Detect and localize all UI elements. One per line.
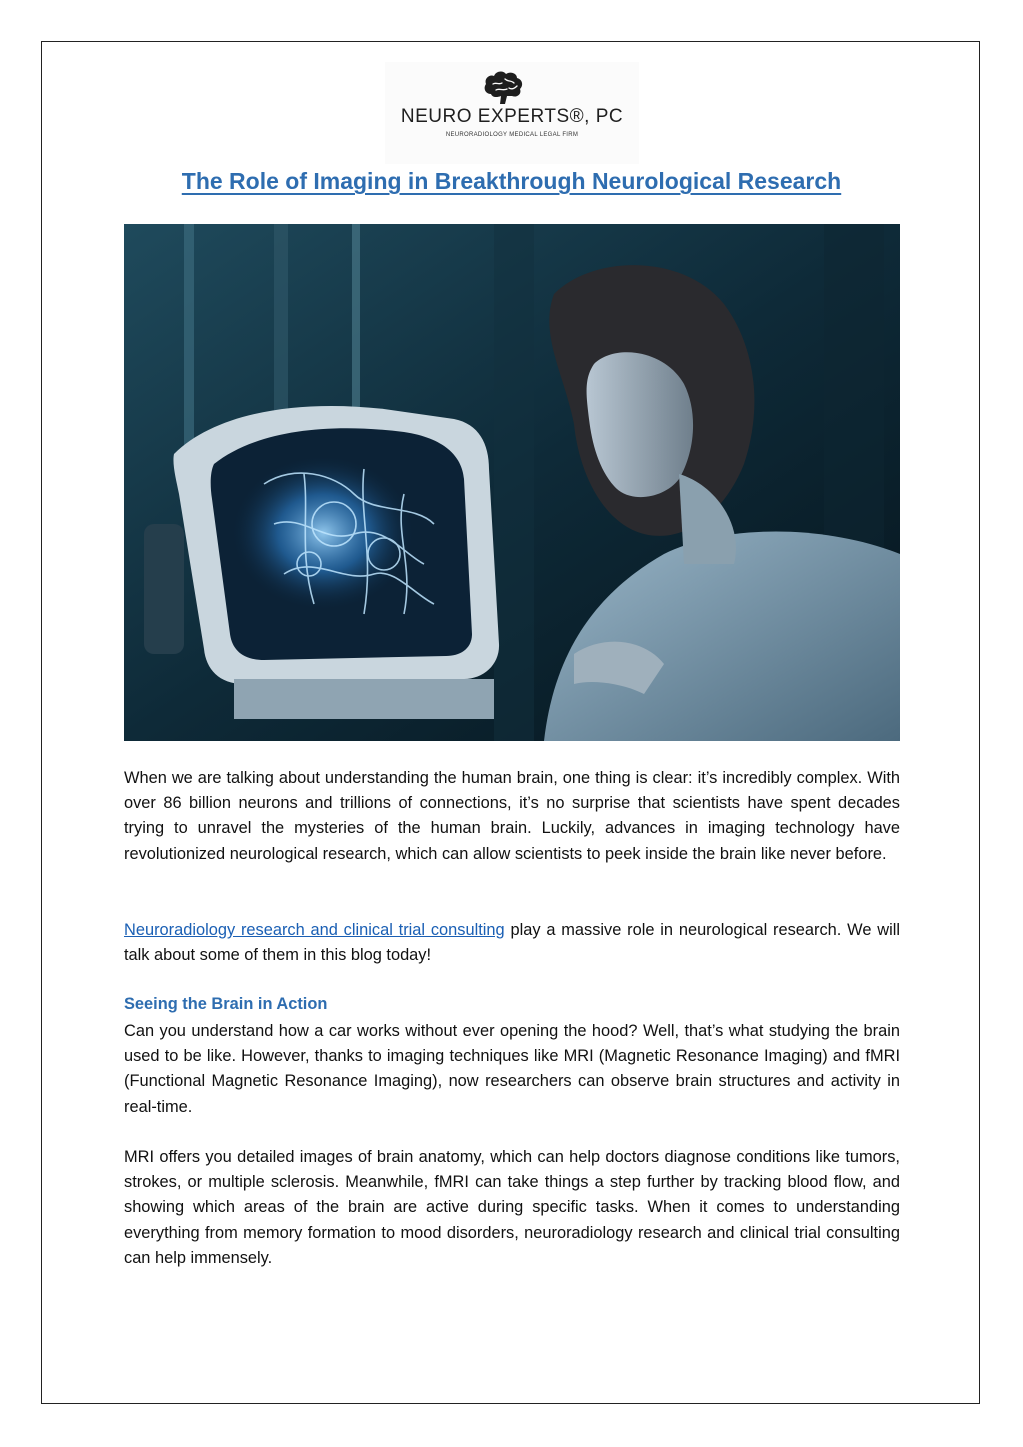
section-heading: Seeing the Brain in Action (124, 995, 328, 1013)
mri-fmri-paragraph: MRI offers you detailed images of brain anatomy, which can help doctors diagnose conditions like tumors, strokes, or multiple sclerosis. Meanwhile, fMRI can take things a step further by tracking blood flow, and showing which areas of the brain are active during specific tasks. When it comes to understanding everything from memory formation to mood disorders, neuroradiology research and clinical trial consulting can help immensely. (124, 1148, 900, 1267)
hero-image (124, 224, 900, 741)
brain-in-action-paragraph: Can you understand how a car works without ever opening the hood? Well, that’s what studying the brain used to be like. However, thanks to imaging techniques like MRI (Magnetic Resonance Imaging) and fMRI (Functional Magnetic Resonance Imaging), now researchers can observe brain structures and activity in real-time. (124, 1022, 900, 1116)
company-tagline: NEURORADIOLOGY MEDICAL LEGAL FIRM (445, 132, 579, 138)
article-title[interactable]: The Role of Imaging in Breakthrough Neurological Research (181, 168, 842, 194)
consulting-paragraph-text: play a massive role in neurological research. We will talk about some of them in this blog today! (124, 921, 900, 965)
neuroradiology-consulting-link[interactable]: Neuroradiology research and clinical trial consulting (124, 921, 505, 939)
consulting-paragraph (124, 918, 900, 968)
researcher-brain-scan-illustration (124, 224, 900, 741)
intro-paragraph: When we are talking about understanding the human brain, one thing is clear: it’s incredibly complex. With over 86 billion neurons and trillions of connections, it’s no surprise that scientists have spent decades trying to unravel the mysteries of the human brain. Luckily, advances in imaging technology have revolutionized neurological research, which can allow scientists to peek inside the brain like never before. (124, 769, 900, 863)
company-logo (385, 62, 639, 164)
company-name: NEURO EXPERTS®, PC (400, 106, 624, 127)
brain-logo-icon (481, 70, 525, 106)
